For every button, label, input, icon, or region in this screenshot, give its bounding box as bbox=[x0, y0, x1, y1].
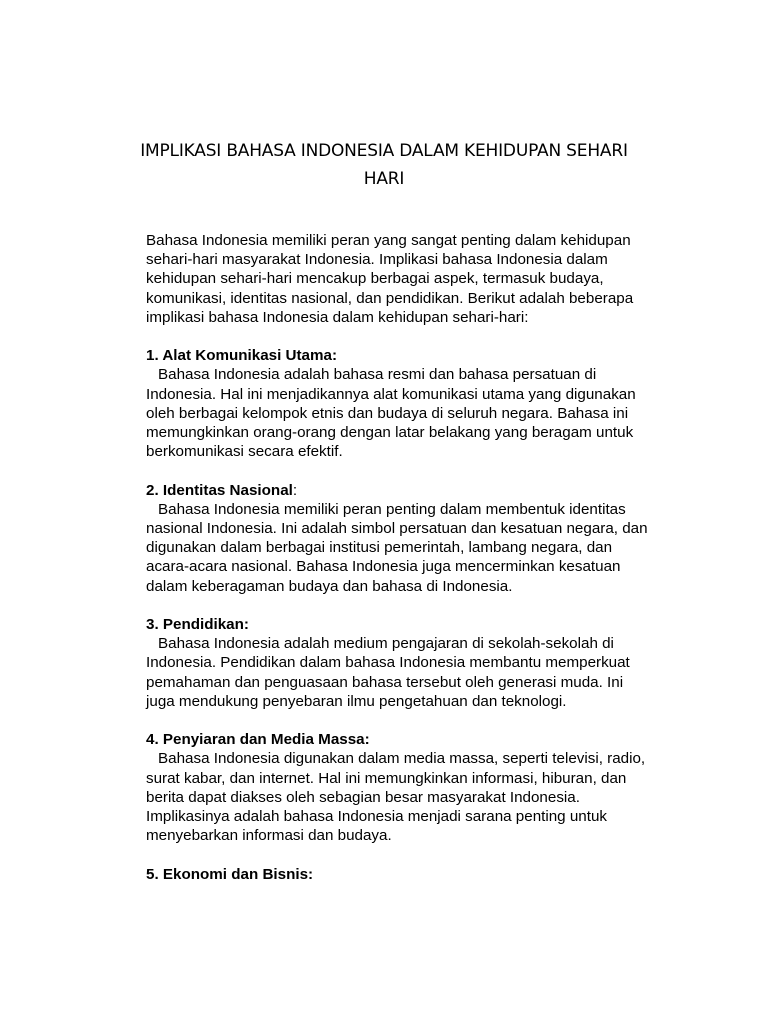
section-heading-text: 4. Penyiaran dan Media Massa: bbox=[146, 731, 370, 749]
section-alat-komunikasi bbox=[146, 346, 676, 461]
document-body bbox=[146, 231, 676, 884]
section-penyiaran-media bbox=[146, 730, 676, 845]
intro-line: komunikasi, identitas nasional, dan pendidikan. Berikut adalah beberapa bbox=[146, 289, 634, 307]
section-heading-text: 3. Pendidikan: bbox=[146, 616, 249, 634]
section-line: memungkinkan orang-orang dengan latar belakang yang beragam untuk bbox=[146, 424, 634, 442]
paragraph-spacer bbox=[146, 845, 676, 864]
section-heading-suffix: : bbox=[292, 481, 298, 499]
section-line: juga mendukung penyebaran ilmu pengetahuan dan teknologi. bbox=[146, 692, 567, 710]
section-heading bbox=[146, 615, 676, 634]
section-heading bbox=[146, 346, 676, 365]
section-line: Indonesia. Hal ini menjadikannya alat komunikasi utama yang digunakan bbox=[146, 385, 636, 403]
section-heading-text: 2. Identitas Nasional bbox=[146, 481, 293, 499]
intro-paragraph bbox=[146, 231, 676, 327]
title-line-2: HARI bbox=[363, 169, 405, 189]
section-heading-text: 5. Ekonomi dan Bisnis: bbox=[146, 865, 314, 883]
section-line: Bahasa Indonesia adalah medium pengajaran di sekolah-sekolah di bbox=[158, 635, 614, 653]
section-pendidikan bbox=[146, 615, 676, 711]
intro-line: Bahasa Indonesia memiliki peran yang sangat penting dalam kehidupan bbox=[146, 232, 631, 249]
section-line: surat kabar, dan internet. Hal ini memungkinkan informasi, hiburan, dan bbox=[146, 769, 627, 787]
section-heading-text: 1. Alat Komunikasi Utama: bbox=[146, 347, 338, 365]
section-line: digunakan dalam berbagai institusi pemerintah, lambang negara, dan bbox=[146, 539, 613, 557]
paragraph-spacer bbox=[146, 711, 676, 730]
paragraph-spacer bbox=[146, 327, 676, 346]
section-heading bbox=[146, 865, 676, 884]
section-line: Implikasinya adalah bahasa Indonesia menjadi sarana penting untuk bbox=[146, 808, 608, 826]
section-identitas-nasional bbox=[146, 481, 676, 596]
intro-line: sehari-hari masyarakat Indonesia. Implikasi bahasa Indonesia dalam bbox=[146, 251, 608, 269]
section-line: Bahasa Indonesia memiliki peran penting dalam membentuk identitas bbox=[158, 500, 626, 518]
section-line: nasional Indonesia. Ini adalah simbol persatuan dan kesatuan negara, dan bbox=[146, 520, 648, 538]
title-line-1: IMPLIKASI BAHASA INDONESIA DALAM KEHIDUPAN SEHARI bbox=[140, 141, 628, 161]
paragraph-spacer bbox=[146, 596, 676, 615]
section-line: berita dapat diakses oleh sebagian besar masyarakat Indonesia. bbox=[146, 788, 580, 806]
section-line: pemahaman dan penguasaan bahasa tersebut oleh generasi muda. Ini bbox=[146, 673, 624, 691]
section-line: Bahasa Indonesia digunakan dalam media massa, seperti televisi, radio, bbox=[158, 750, 646, 768]
section-line: dalam keberagaman budaya dan bahasa di Indonesia. bbox=[146, 577, 513, 595]
intro-line: implikasi bahasa Indonesia dalam kehidupan sehari-hari: bbox=[146, 308, 529, 326]
section-line: Indonesia. Pendidikan dalam bahasa Indonesia membantu memperkuat bbox=[146, 654, 630, 672]
section-line: Bahasa Indonesia adalah bahasa resmi dan bahasa persatuan di bbox=[158, 366, 597, 384]
section-line: acara-acara nasional. Bahasa Indonesia juga mencerminkan kesatuan bbox=[146, 558, 621, 576]
section-line: oleh berbagai kelompok etnis dan budaya di seluruh negara. Bahasa ini bbox=[146, 404, 629, 422]
section-heading bbox=[146, 481, 676, 500]
paragraph-spacer bbox=[146, 461, 676, 480]
intro-line: kehidupan sehari-hari mencakup berbagai aspek, termasuk budaya, bbox=[146, 270, 604, 288]
section-line: berkomunikasi secara efektif. bbox=[146, 443, 343, 461]
section-heading bbox=[146, 730, 676, 749]
document-title bbox=[120, 137, 648, 193]
section-line: menyebarkan informasi dan budaya. bbox=[146, 827, 392, 845]
section-ekonomi-bisnis bbox=[146, 865, 676, 884]
